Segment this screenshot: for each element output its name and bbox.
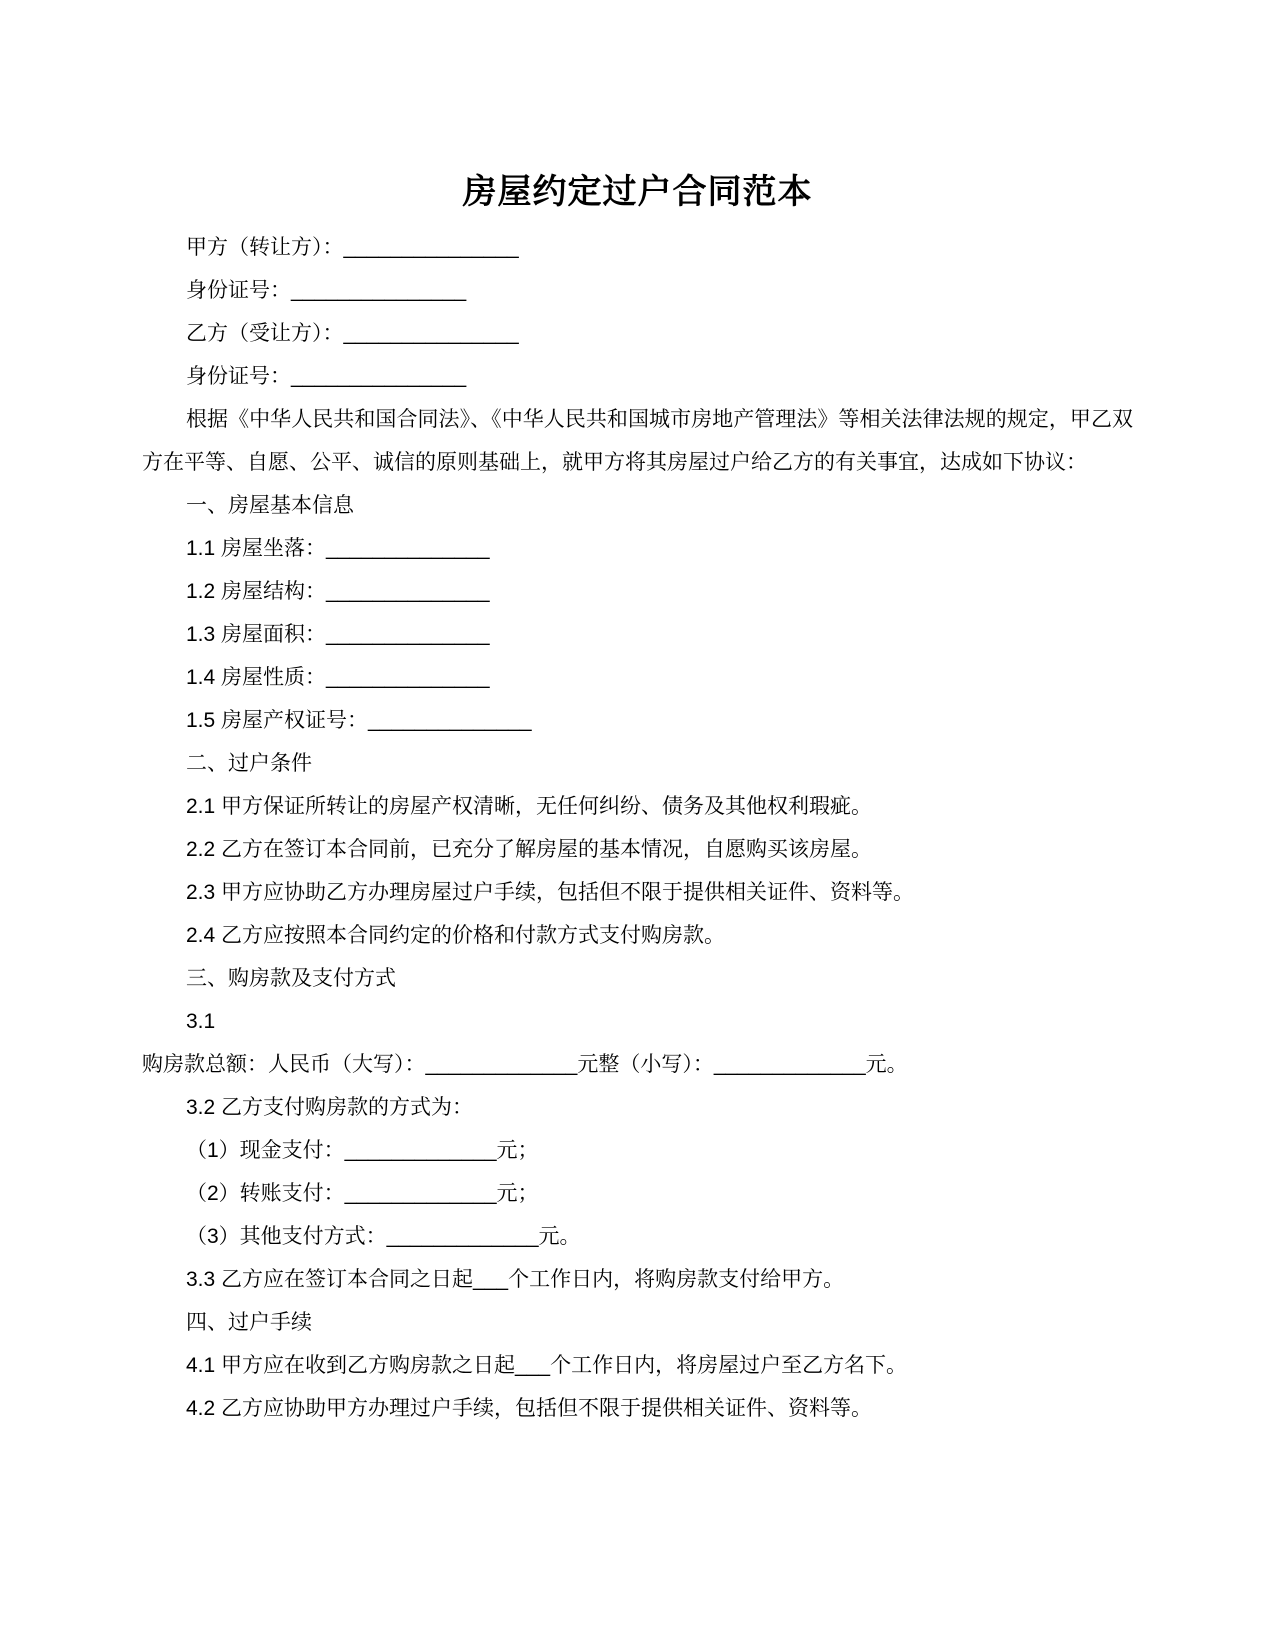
contract-paragraph: （2）转账支付：_____________元； <box>186 1182 539 1205</box>
contract-paragraph: 2.3 甲方应协助乙方办理房屋过户手续，包括但不限于提供相关证件、资料等。 <box>186 881 915 904</box>
contract-paragraph: 3.1 <box>186 1010 216 1033</box>
contract-paragraph: 4.1 甲方应在收到乙方购房款之日起___个工作日内，将房屋过户至乙方名下。 <box>186 1354 908 1377</box>
contract-paragraph: 一、房屋基本信息 <box>186 494 354 517</box>
contract-paragraph: 1.3 房屋面积：______________ <box>186 623 490 646</box>
contract-paragraph: 三、购房款及支付方式 <box>186 967 396 990</box>
contract-paragraph: 3.2 乙方支付购房款的方式为： <box>186 1096 474 1119</box>
contract-paragraph: （3）其他支付方式：_____________元。 <box>186 1225 581 1248</box>
contract-paragraph: 1.5 房屋产权证号：______________ <box>186 709 532 732</box>
contract-paragraph: 2.2 乙方在签订本合同前，已充分了解房屋的基本情况，自愿购买该房屋。 <box>186 838 873 861</box>
contract-paragraph: （1）现金支付：_____________元； <box>186 1139 539 1162</box>
contract-paragraph: 四、过户手续 <box>186 1311 312 1334</box>
contract-paragraph: 根据《中华人民共和国合同法》、《中华人民共和国城市房地产管理法》等相关法律法规的规定，甲乙双方在平等、自愿、公平、诚信的原则基础上，就甲方将其房屋过户给乙方的有关事宜，达成如下协议： <box>142 408 1133 474</box>
contract-paragraph: 1.1 房屋坐落：______________ <box>186 537 490 560</box>
document-body <box>142 226 1133 1430</box>
contract-paragraph: 4.2 乙方应协助甲方办理过户手续，包括但不限于提供相关证件、资料等。 <box>186 1397 873 1420</box>
contract-paragraph: 身份证号：_______________ <box>186 279 467 302</box>
contract-paragraph: 乙方（受让方）：_______________ <box>186 322 519 345</box>
contract-paragraph: 身份证号：_______________ <box>186 365 467 388</box>
contract-paragraph: 3.3 乙方应在签订本合同之日起___个工作日内，将购房款支付给甲方。 <box>186 1268 845 1291</box>
contract-paragraph: 2.1 甲方保证所转让的房屋产权清晰，无任何纠纷、债务及其他权利瑕疵。 <box>186 795 873 818</box>
contract-paragraph: 购房款总额：人民币（大写）：_____________元整（小写）：_____________元。 <box>142 1053 908 1076</box>
contract-paragraph: 二、过户条件 <box>186 752 312 775</box>
contract-paragraph: 甲方（转让方）：_______________ <box>186 236 519 259</box>
page-title: 房屋约定过户合同范本 <box>462 173 813 211</box>
contract-paragraph: 1.2 房屋结构：______________ <box>186 580 490 603</box>
contract-paragraph: 1.4 房屋性质：______________ <box>186 666 490 689</box>
contract-paragraph: 2.4 乙方应按照本合同约定的价格和付款方式支付购房款。 <box>186 924 726 947</box>
